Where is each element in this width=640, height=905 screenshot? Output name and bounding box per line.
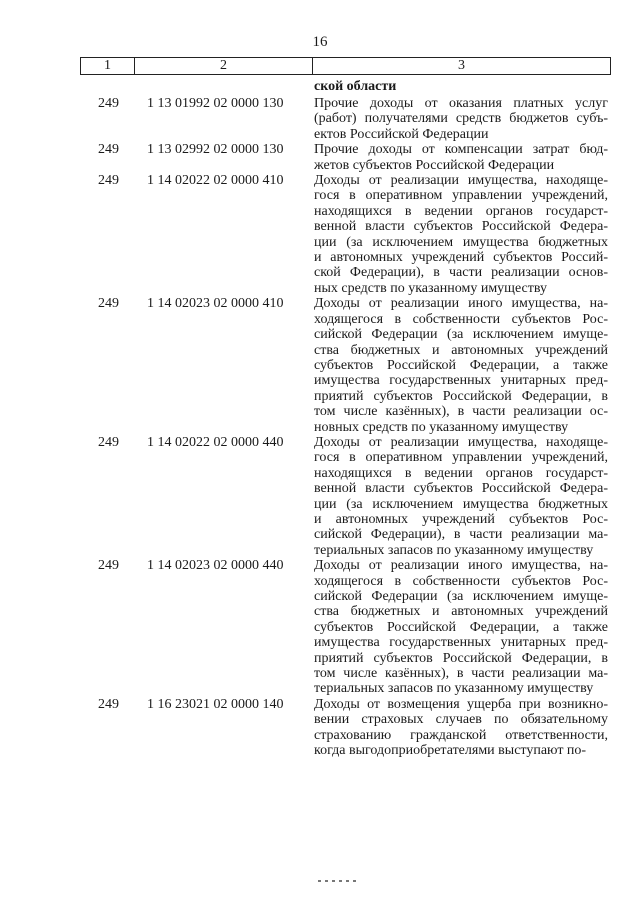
income-description	[314, 173, 608, 296]
chapter-code: 249	[98, 434, 119, 450]
description-line: когда выгодоприобретателями выступают по-	[314, 743, 587, 759]
description-line: приятий субъектов Российской Федерации, в	[314, 650, 608, 666]
description-line: ных средств по указанному имуществу	[314, 280, 547, 296]
description-line: териальных запасов по указанному имуществу	[314, 542, 594, 558]
description-line: находящихся в ведении органов государст-	[314, 203, 608, 219]
table-row	[0, 142, 640, 173]
description-line: сийской Федерации), в части реализации ма-	[314, 527, 608, 543]
description-line: ции (за исключением имущества бюджетных	[314, 496, 608, 512]
description-line: сийской Федерации (за исключением имуще-	[314, 327, 608, 343]
income-description	[314, 697, 608, 759]
income-code: 1 16 23021 02 0000 140	[147, 696, 284, 712]
chapter-code: 249	[98, 696, 119, 712]
table-row	[0, 435, 640, 558]
income-description	[314, 558, 608, 697]
income-code: 1 14 02022 02 0000 440	[147, 434, 284, 450]
income-code: 1 14 02023 02 0000 410	[147, 296, 284, 312]
description-line: Доходы от реализации иного имущества, на-	[314, 296, 608, 312]
income-description	[314, 96, 608, 142]
header-col-2: 2	[135, 58, 313, 74]
description-line: субъектов Российской Федерации, а также	[314, 619, 608, 635]
chapter-code: 249	[98, 96, 119, 111]
description-line: гося в оперативном управлении учреждений,	[314, 450, 608, 466]
chapter-code: 249	[98, 173, 119, 189]
description-line: и автономных учреждений субъектов Россий-	[314, 250, 608, 266]
scan-artifact	[318, 880, 360, 882]
description-line: ства бюджетных и автономных учреждений	[314, 604, 608, 620]
description-line: жетов субъектов Российской Федерации	[314, 157, 555, 173]
table-row	[0, 558, 640, 697]
description-line: том числе казённых), в части реализации ос-	[314, 404, 608, 420]
income-code: 1 14 02022 02 0000 410	[147, 173, 284, 189]
description-line: венной власти субъектов Российской Федера-	[314, 219, 608, 235]
description-line: (работ) получателями средств бюджетов субъ-	[314, 111, 608, 127]
table-row	[0, 697, 640, 759]
description-line: страхованию гражданской ответственности,	[314, 727, 608, 743]
income-description	[314, 142, 608, 173]
description-line: имущества государственных унитарных пред-	[314, 635, 608, 651]
chapter-code: 249	[98, 558, 119, 574]
chapter-code: 249	[98, 142, 119, 158]
description-line: ектов Российской Федерации	[314, 126, 489, 142]
description-line: ской Федерации), в части реализации основ-	[314, 265, 608, 281]
income-code: 1 13 02992 02 0000 130	[147, 142, 284, 158]
continuation-text: ской области	[314, 79, 397, 94]
table-row	[0, 96, 640, 142]
description-line: новных средств по указанному имуществу	[314, 419, 569, 435]
description-line: вении страховых случаев по обязательному	[314, 712, 608, 728]
table-row	[0, 296, 640, 435]
description-line: сийской Федерации (за исключением имуще-	[314, 589, 608, 604]
table-header-row	[80, 57, 611, 75]
description-line: ходящегося в собственности субъектов Рос-	[314, 573, 608, 589]
description-line: субъектов Российской Федерации, а также	[314, 357, 608, 373]
header-col-1: 1	[81, 58, 135, 74]
description-line: ства бюджетных и автономных учреждений	[314, 342, 608, 358]
description-line: Доходы от реализации имущества, находяще-	[314, 173, 608, 189]
description-line: Прочие доходы от компенсации затрат бюд-	[314, 142, 608, 158]
description-line: ходящегося в собственности субъектов Рос-	[314, 311, 608, 327]
description-line: Доходы от возмещения ущерба при возникно-	[314, 696, 608, 712]
description-line: териальных запасов по указанному имуществу	[314, 681, 594, 697]
income-description	[314, 296, 608, 435]
description-line: Прочие доходы от оказания платных услуг	[314, 96, 608, 111]
header-col-3: 3	[458, 58, 465, 73]
description-line: том числе казённых), в части реализации ма-	[314, 666, 608, 682]
income-description	[314, 435, 608, 558]
table-body	[0, 96, 640, 758]
chapter-code: 249	[98, 296, 119, 312]
description-line: и автономных учреждений субъектов Рос-	[314, 511, 608, 527]
table-row	[0, 173, 640, 296]
description-line: находящихся в ведении органов государст-	[314, 465, 608, 481]
description-line: венной власти субъектов Российской Федера-	[314, 481, 608, 497]
description-line: Доходы от реализации иного имущества, на-	[314, 558, 608, 574]
income-code: 1 14 02023 02 0000 440	[147, 558, 284, 574]
description-line: гося в оперативном управлении учреждений,	[314, 188, 608, 204]
description-line: имущества государственных унитарных пред-	[314, 373, 608, 389]
description-line: ции (за исключением имущества бюджетных	[314, 234, 608, 250]
description-line: приятий субъектов Российской Федерации, в	[314, 388, 608, 404]
page-number: 16	[312, 34, 328, 50]
description-line: Доходы от реализации имущества, находяще-	[314, 434, 608, 450]
income-code: 1 13 01992 02 0000 130	[147, 96, 284, 111]
